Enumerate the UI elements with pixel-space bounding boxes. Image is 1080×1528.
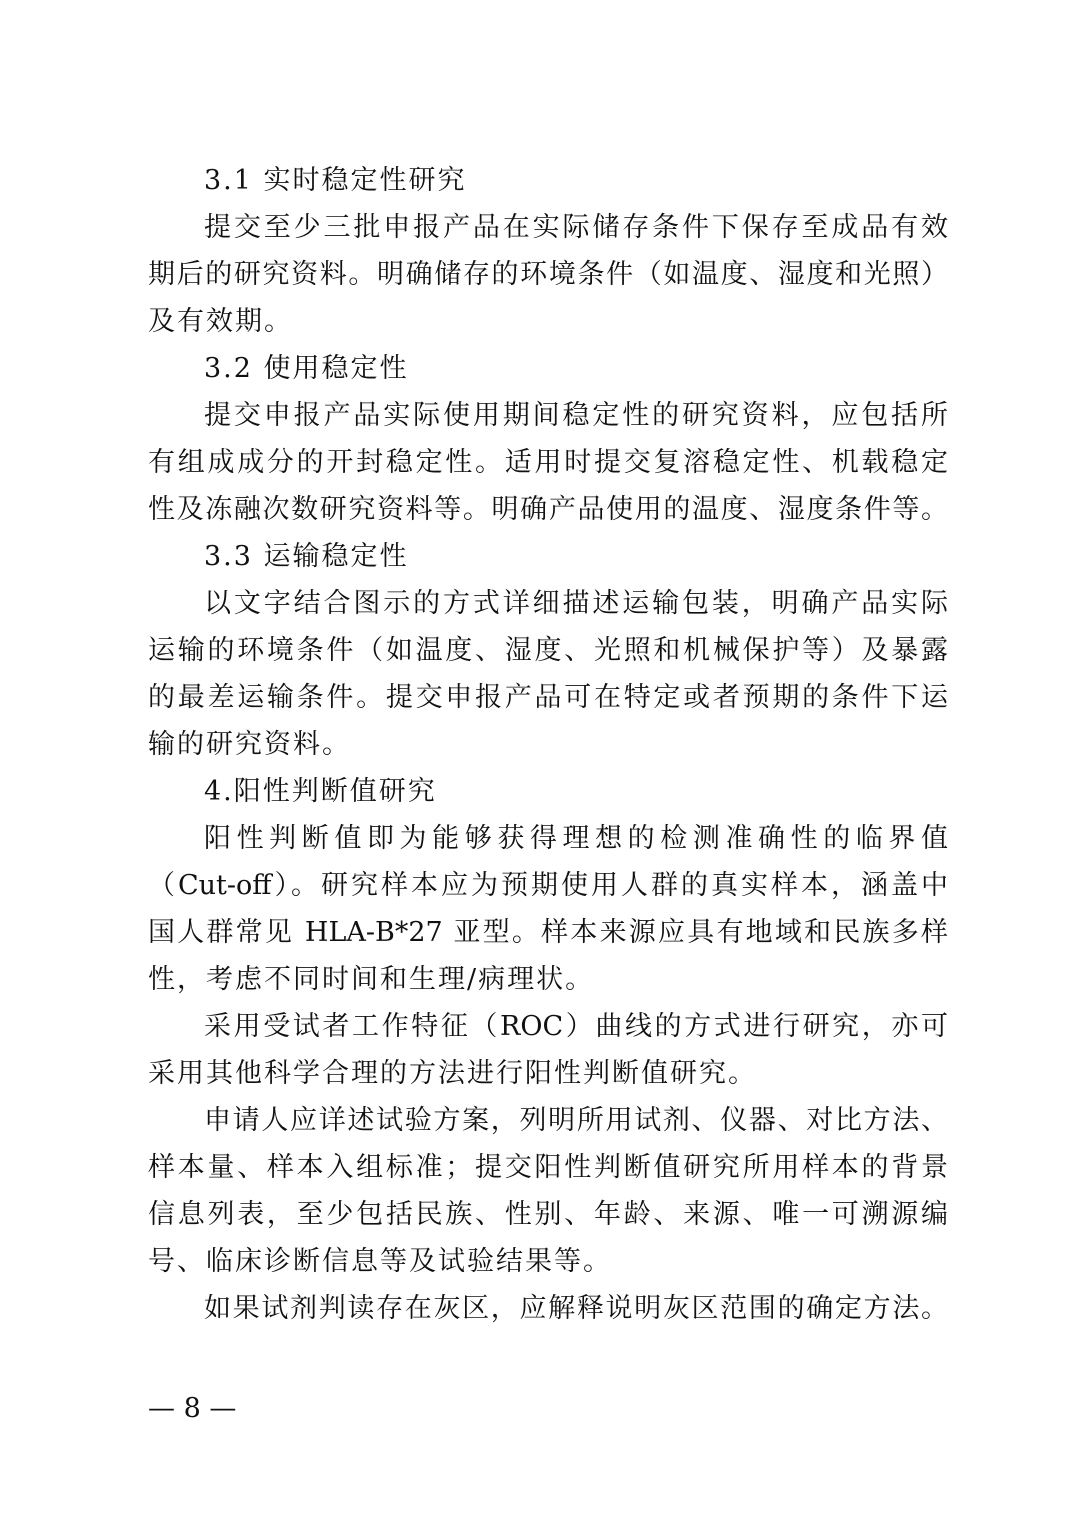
- paragraph-line: 采用其他科学合理的方法进行阳性判断值研究。: [148, 1058, 757, 1089]
- paragraph-line: 提交至少三批申报产品在实际储存条件下保存至成品有效: [204, 212, 948, 243]
- paragraph-line: 信息列表，至少包括民族、性别、年龄、来源、唯一可溯源编: [148, 1199, 948, 1230]
- paragraph-line: 性及冻融次数研究资料等。明确产品使用的温度、湿度条件等。: [148, 494, 948, 525]
- paragraph-line: 样本量、样本入组标准；提交阳性判断值研究所用样本的背景: [148, 1152, 948, 1183]
- paragraph-line: 阳性判断值即为能够获得理想的检测准确性的临界值: [204, 823, 948, 854]
- section-heading-3-2: 3.2 使用稳定性: [204, 353, 409, 384]
- paragraph-line: 提交申报产品实际使用期间稳定性的研究资料，应包括所: [204, 400, 948, 431]
- paragraph-line: 期后的研究资料。明确储存的环境条件（如温度、湿度和光照）: [148, 259, 948, 290]
- section-heading-3-1: 3.1 实时稳定性研究: [204, 165, 467, 196]
- paragraph-line: 以文字结合图示的方式详细描述运输包装，明确产品实际: [204, 588, 948, 619]
- page-number: — 8 —: [148, 1393, 237, 1424]
- paragraph-line: 运输的环境条件（如温度、湿度、光照和机械保护等）及暴露: [148, 635, 948, 666]
- paragraph-line: 输的研究资料。: [148, 729, 351, 760]
- section-heading-4: 4.阳性判断值研究: [204, 776, 437, 807]
- paragraph-line: 的最差运输条件。提交申报产品可在特定或者预期的条件下运: [148, 682, 948, 713]
- paragraph-line: 国人群常见 HLA-B*27 亚型。样本来源应具有地域和民族多样: [148, 917, 948, 948]
- paragraph-line: 有组成成分的开封稳定性。适用时提交复溶稳定性、机载稳定: [148, 447, 948, 478]
- paragraph-line: 申请人应详述试验方案，列明所用试剂、仪器、对比方法、: [204, 1105, 948, 1136]
- paragraph-line: 号、临床诊断信息等及试验结果等。: [148, 1246, 612, 1277]
- paragraph-line: 如果试剂判读存在灰区，应解释说明灰区范围的确定方法。: [204, 1293, 948, 1324]
- paragraph-line: 采用受试者工作特征（ROC）曲线的方式进行研究，亦可: [204, 1011, 948, 1042]
- paragraph-line: 及有效期。: [148, 306, 293, 337]
- paragraph-line: （Cut-off）。研究样本应为预期使用人群的真实样本，涵盖中: [148, 870, 948, 901]
- section-heading-3-3: 3.3 运输稳定性: [204, 541, 409, 572]
- paragraph-line: 性，考虑不同时间和生理/病理状。: [148, 964, 595, 995]
